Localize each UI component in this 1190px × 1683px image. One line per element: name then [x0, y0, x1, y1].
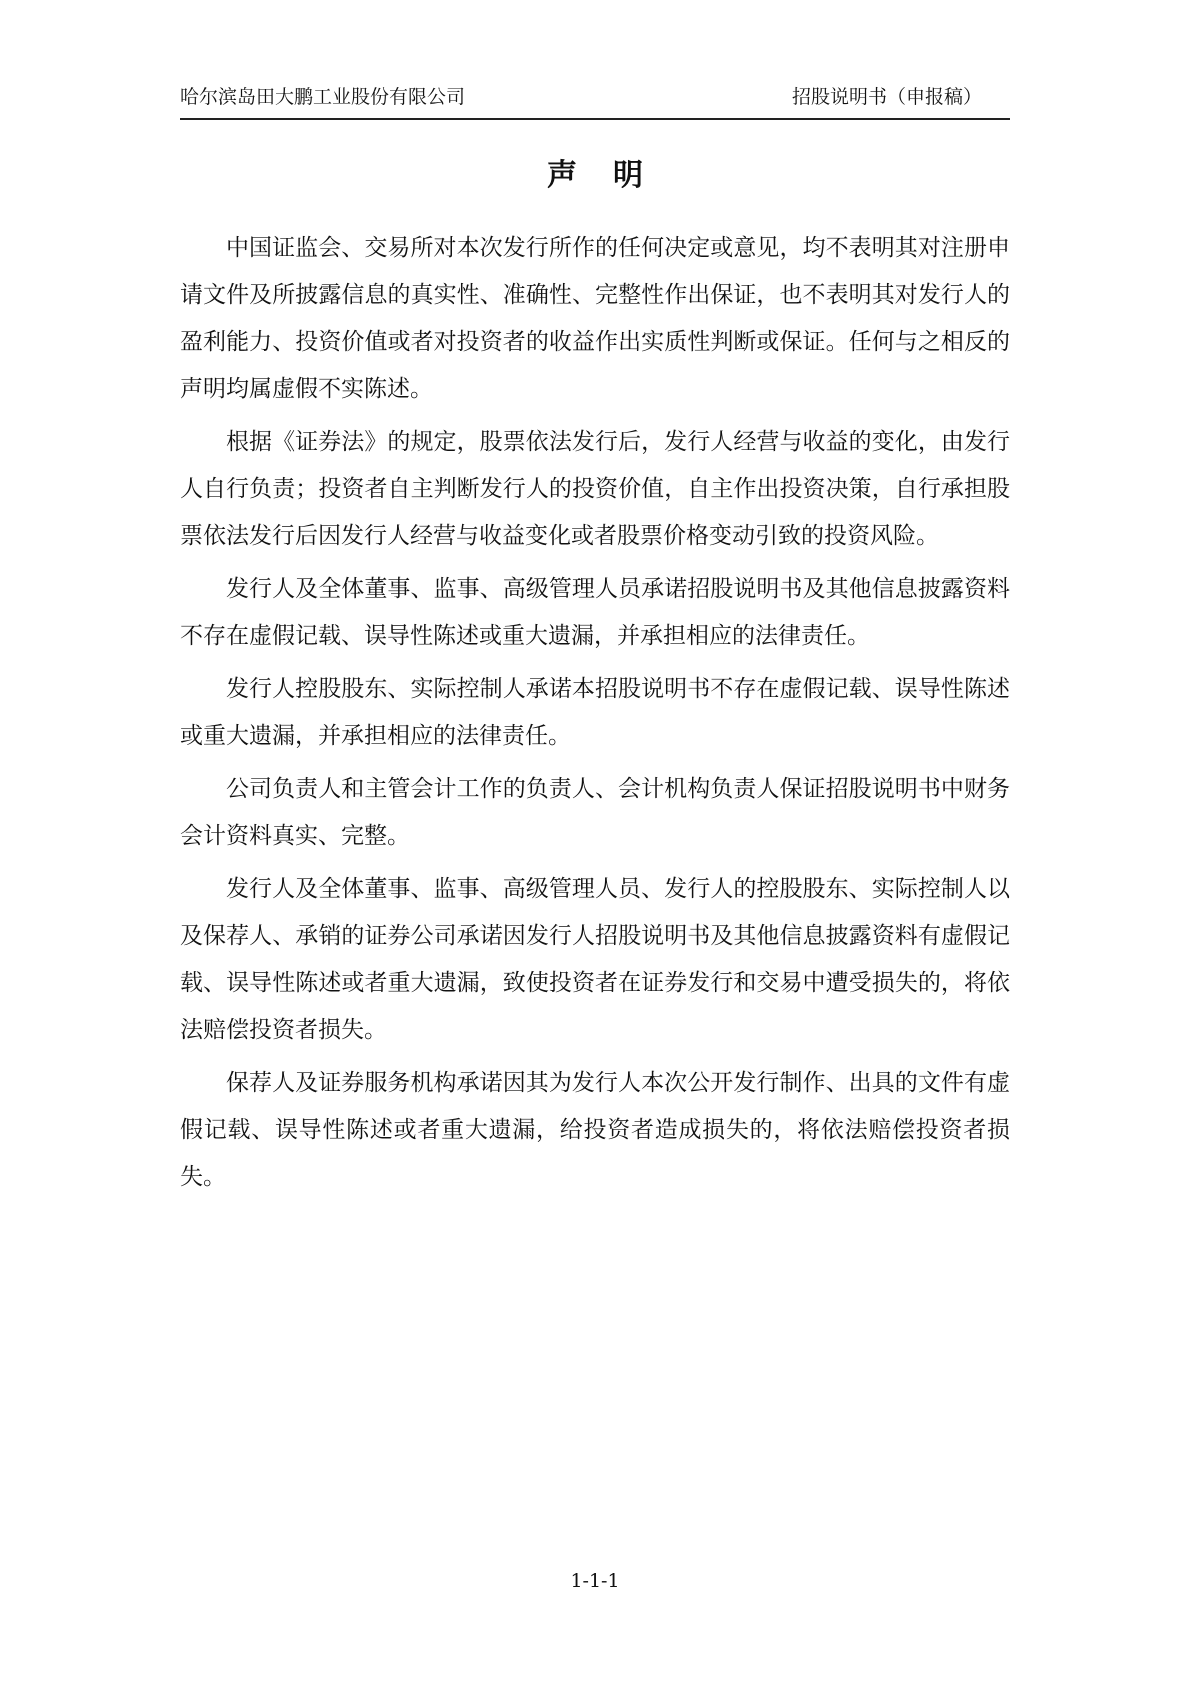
page-title: 声明: [547, 158, 679, 193]
paragraph-6: 发行人及全体董事、监事、高级管理人员、发行人的控股股东、实际控制人以及保荐人、承销的证券公司承诺因发行人招股说明书及其他信息披露资料有虚假记载、误导性陈述或者重大遗漏，致使投资者在证券发行和交易中遭受损失的，将依法赔偿投资者损失。: [180, 876, 1010, 1043]
paragraph-5: 公司负责人和主管会计工作的负责人、会计机构负责人保证招股说明书中财务会计资料真实、完整。: [180, 776, 1010, 849]
page-header: [180, 84, 1010, 120]
paragraph-3: 发行人及全体董事、监事、高级管理人员承诺招股说明书及其他信息披露资料不存在虚假记载、误导性陈述或重大遗漏，并承担相应的法律责任。: [180, 576, 1010, 649]
paragraph-4: 发行人控股股东、实际控制人承诺本招股说明书不存在虚假记载、误导性陈述或重大遗漏，并承担相应的法律责任。: [180, 676, 1010, 749]
paragraph-7: 保荐人及证券服务机构承诺因其为发行人本次公开发行制作、出具的文件有虚假记载、误导性陈述或者重大遗漏，给投资者造成损失的，将依法赔偿投资者损失。: [180, 1070, 1010, 1190]
paragraph-1: 中国证监会、交易所对本次发行所作的任何决定或意见，均不表明其对注册申请文件及所披露信息的真实性、准确性、完整性作出保证，也不表明其对发行人的盈利能力、投资价值或者对投资者的收益作出实质性判断或保证。任何与之相反的声明均属虚假不实陈述。: [180, 235, 1010, 402]
paragraph-2: 根据《证券法》的规定，股票依法发行后，发行人经营与收益的变化，由发行人自行负责；投资者自主判断发行人的投资价值，自主作出投资决策，自行承担股票依法发行后因发行人经营与收益变化或者股票价格变动引致的投资风险。: [180, 429, 1010, 549]
header-document-type: 招股说明书（申报稿）: [791, 86, 982, 108]
declaration-body: [180, 225, 1010, 1207]
page-number: 1-1-1: [570, 1570, 620, 1592]
header-company-name: 哈尔滨岛田大鹏工业股份有限公司: [180, 86, 466, 108]
